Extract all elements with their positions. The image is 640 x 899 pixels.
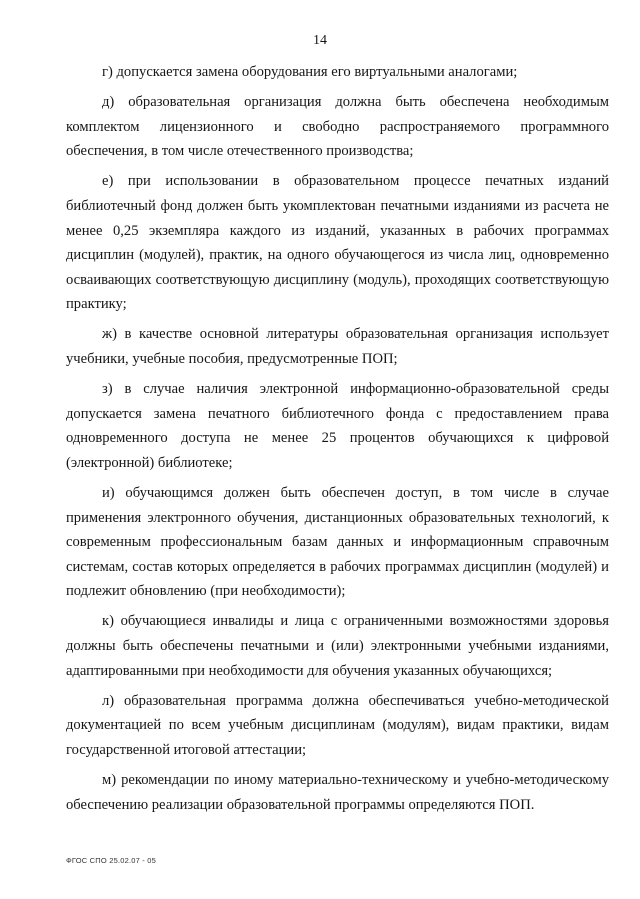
document-footer-code: ФГОС СПО 25.02.07 - 05 [66, 856, 157, 865]
paragraph-d: д) образовательная организация должна быть обеспечена необходимым комплектом лицензионного и свободно распространяемого программного обеспечения, в том числе отечественного производства; [66, 94, 609, 160]
paragraph-g: г) допускается замена оборудования его виртуальными аналогами; [102, 64, 518, 80]
document-body [66, 60, 609, 823]
paragraph-e: е) при использовании в образовательном процессе печатных изданий библиотечный фонд должен быть укомплектован печатными изданиями из расчета не менее 0,25 экземпляра каждого из изданий, указанных в рабочих программах дисциплин (модулей), практик, на одного обучающегося из числа лиц, одновременно осваивающих соответствующую дисциплину (модуль), проходящих соответствующую практику; [66, 173, 609, 313]
paragraph-m: м) рекомендации по иному материально-техническому и учебно-методическому обеспечению реализации образовательной программы определяются ПОП. [66, 772, 609, 813]
page-number: 14 [313, 33, 327, 48]
paragraph-z: з) в случае наличия электронной информационно-образовательной среды допускается замена печатного библиотечного фонда с предоставлением права одновременного доступа не менее 25 процентов обучающихся к цифровой (электронной) библиотеке; [66, 381, 609, 471]
paragraph-zh: ж) в качестве основной литературы образовательная организация использует учебники, учебные пособия, предусмотренные ПОП; [66, 326, 609, 368]
paragraph-l: л) образовательная программа должна обеспечиваться учебно-методической документацией по всем учебным дисциплинам (модулям), видам практики, видам государственной итоговой аттестации; [66, 692, 609, 758]
paragraph-k: к) обучающиеся инвалиды и лица с ограниченными возможностями здоровья должны быть обеспечены печатными и (или) электронными учебными изданиями, адаптированными при необходимости для обучения указанных обучающихся; [66, 613, 609, 679]
paragraph-i: и) обучающимся должен быть обеспечен доступ, в том числе в случае применения электронного обучения, дистанционных образовательных технологий, к современным профессиональным базам данных и информационным справочным системам, состав которых определяется в рабочих программах дисциплин (модулей) и подлежит обновлению (при необходимости); [66, 485, 609, 600]
